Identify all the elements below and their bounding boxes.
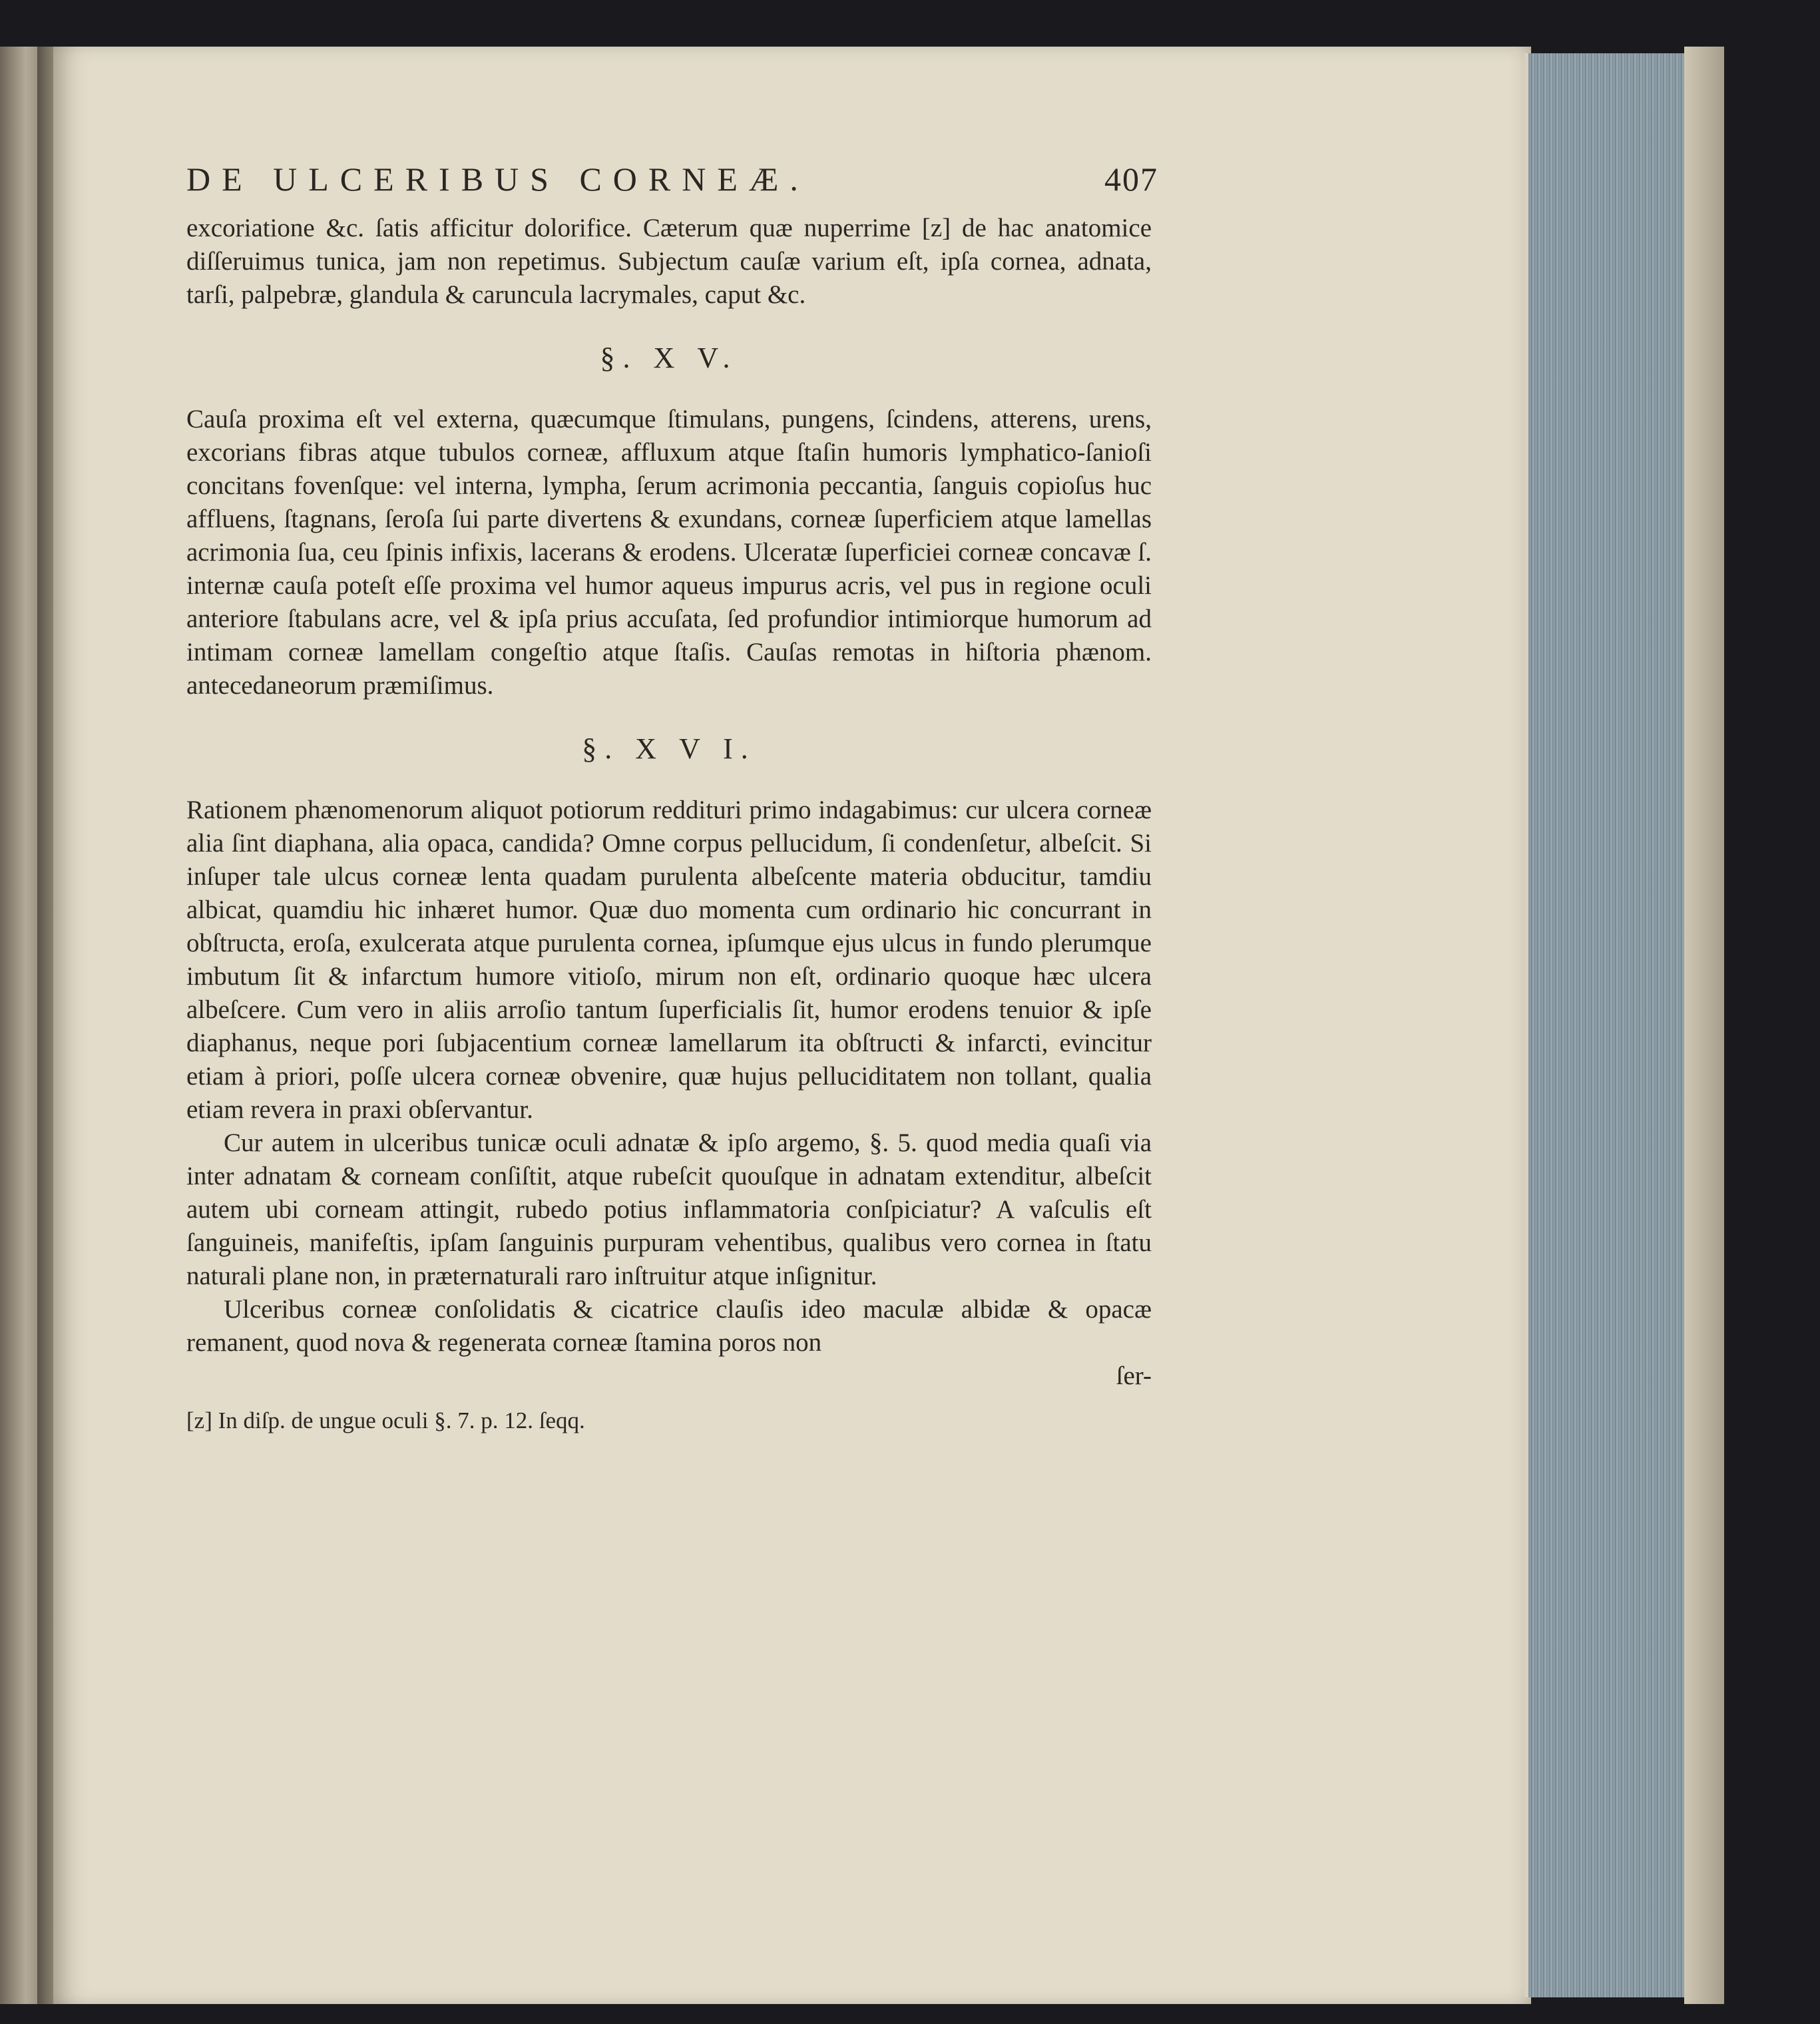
book-cover-edge <box>1684 47 1724 2004</box>
page-header <box>186 160 1158 198</box>
section-xvi-heading: §. X V I. <box>582 732 756 765</box>
section-xvi-paragraph-1: Rationem phænomenorum aliquot potiorum reddituri primo indagabimus: cur ulcera corneæ alia ſint diaphana, alia opaca, candida? Omne corpus pellucidum, ſi condenſetur, albeſcit. Si inſuper tale ulcus corneæ lenta quadam purulenta albeſcente materia obducitur, tamdiu albicat, quamdiu hic inhæret humor. Quæ duo momenta cum ordinario hic concurrant in obſtructa, eroſa, exulcerata atque purulenta cornea, ipſumque ejus ulcus in fundo plerumque imbutum ſit & infarctum humore vitioſo, mirum non eſt, ordinario quoque hæc ulcera albeſcere. Cum vero in aliis arroſio tantum ſuperficialis ſit, humor erodens tenuior & ipſe diaphanus, neque pori ſubjacentium corneæ lamellarum ita obſtructi & infarcti, evincitur etiam à priori, poſſe ulcera corneæ obvenire, quæ hujus pelluciditatem non tollant, qualia etiam revera in praxi obſervantur. <box>186 796 1152 1124</box>
page-number: 407 <box>1104 160 1158 198</box>
page-stack-edges <box>1524 53 1688 1997</box>
section-xv-heading: §. X V. <box>600 342 738 374</box>
section-xvi-paragraph-3: Ulceribus corneæ conſolidatis & cicatrice clauſis ideo maculæ albidæ & opacæ remanent, quod nova & regenerata corneæ ſtamina poros non <box>186 1295 1152 1357</box>
footnote: [z] In diſp. de ungue oculi §. 7. p. 12. ſeqq. <box>186 1407 585 1433</box>
page-body <box>186 212 1152 1435</box>
section-xvi-paragraph-2: Cur autem in ulceribus tunicæ oculi adnatæ & ipſo argemo, §. 5. quod media quaſi via inter adnatam & corneam conſiſtit, atque rubeſcit quouſque in adnatam extenditur, albeſcit autem ubi corneam attingit, rubedo potius inflammatoria conſpiciatur? A vaſculis eſt ſanguineis, manifeſtis, ipſam ſanguinis purpuram vehentibus, qualibus vero cornea in ſtatu naturali plane non, in præternaturali raro inſtruitur atque inſignitur. <box>186 1129 1152 1290</box>
intro-paragraph: excoriatione &c. ſatis afficitur dolorifice. Cæterum quæ nuperrime [z] de hac anatomice diſſeruimus tunica, jam non repetimus. Subjectum cauſæ varium eſt, ipſa cornea, adnata, tarſi, palpebræ, glandula & caruncula lacrymales, caput &c. <box>186 214 1152 309</box>
running-title: DE ULCERIBUS CORNEÆ. <box>186 160 809 198</box>
catchword: ſer- <box>1116 1362 1152 1390</box>
section-xv-paragraph: Cauſa proxima eſt vel externa, quæcumque ſtimulans, pungens, ſcindens, atterens, urens, excorians fibras atque tubulos corneæ, affluxum atque ſtaſin humoris lymphatico-ſanioſi concitans fovenſque: vel interna, lympha, ſerum acrimonia peccantia, ſanguis copioſus huc affluens, ſtagnans, ſeroſa ſui parte divertens & exundans, corneæ ſuperficiem atque lamellas acrimonia ſua, ceu ſpinis infixis, lacerans & erodens. Ulceratæ ſuperficiei corneæ concavæ ſ. internæ cauſa poteſt eſſe proxima vel humor aqueus impurus acris, vel pus in regione oculi anteriore ſtabulans acre, vel & ipſa prius accuſata, ſed profundior intimiorque humorum ad intimam corneæ lamellam congeſtio atque ſtaſis. Cauſas remotas in hiſtoria phænom. antecedaneorum præmiſimus. <box>186 405 1152 700</box>
